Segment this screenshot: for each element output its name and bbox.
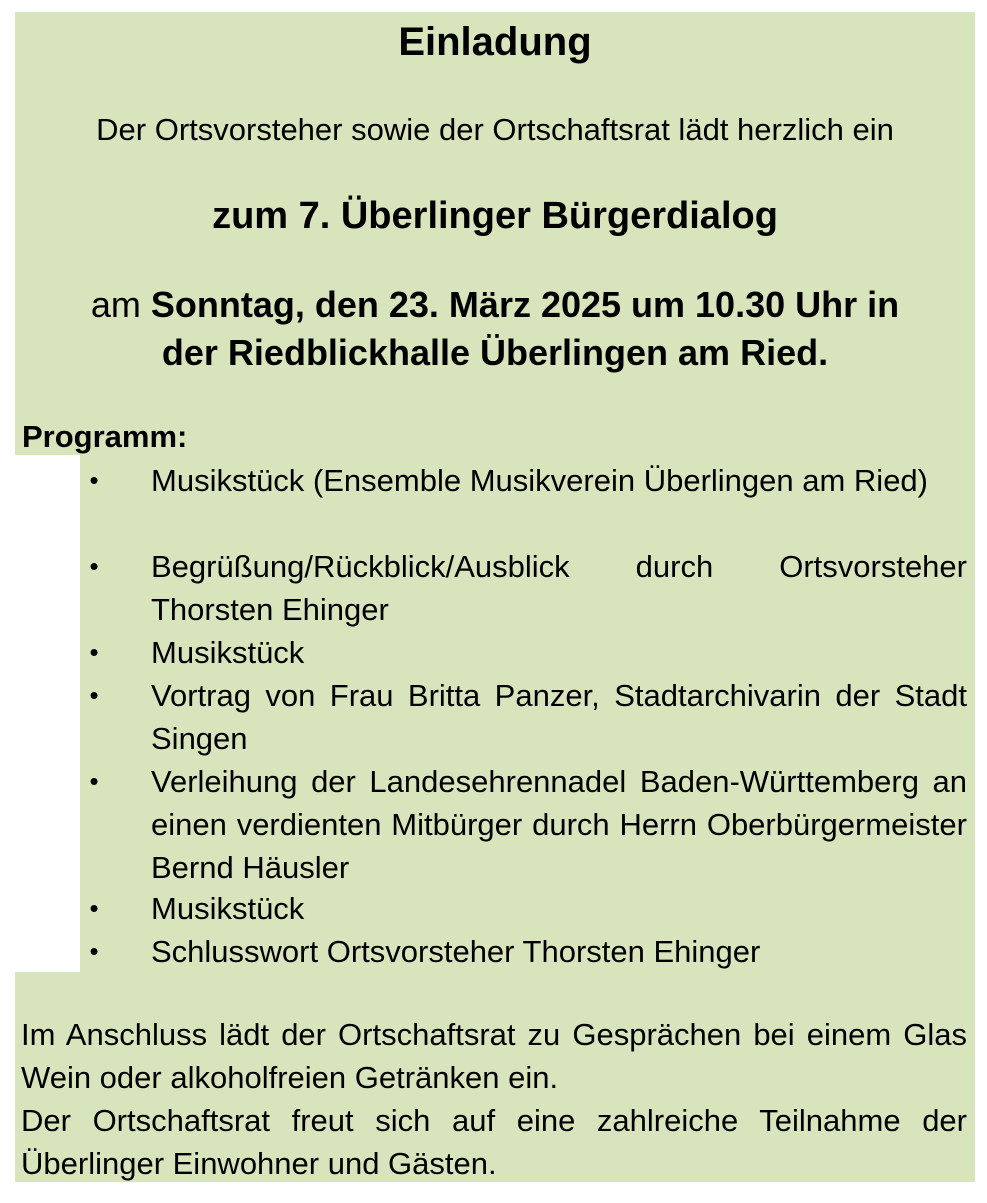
program-heading: Programm:	[22, 419, 188, 454]
program-item-text: Schlusswort Ortsvorsteher Thorsten Ehinger	[151, 934, 761, 969]
closing-paragraph-2: Der Ortschaftsrat freut sich auf eine zahlreiche Teilnahme der Überlinger Einwohner und Gästen.	[21, 1103, 967, 1181]
event-headline: zum 7. Überlinger Bürgerdialog	[212, 195, 778, 237]
program-item-text: Musikstück	[151, 891, 305, 926]
bullet-icon: •	[89, 637, 99, 667]
program-item-text: Begrüßung/Rückblick/Ausblick durch Ortsvorsteher Thorsten Ehinger	[151, 549, 967, 627]
event-date: Sonntag, den 23. März 2025 um 10.30 Uhr in	[150, 284, 900, 325]
intro-text: Der Ortsvorsteher sowie der Ortschaftsrat lädt herzlich ein	[96, 112, 894, 147]
date-prefix: am	[90, 284, 141, 325]
bullet-icon: •	[89, 936, 99, 966]
closing-paragraph-1: Im Anschluss lädt der Ortschaftsrat zu Gesprächen bei einem Glas Wein oder alkoholfreien Getränken ein.	[21, 1017, 967, 1095]
bullet-icon: •	[89, 893, 99, 923]
bullet-icon: •	[89, 680, 99, 710]
event-place: der Riedblickhalle Überlingen am Ried.	[161, 332, 829, 373]
bullet-icon: •	[89, 551, 99, 581]
bullet-icon: •	[89, 465, 99, 495]
program-item-text: Verleihung der Landesehrennadel Baden-Württemberg an einen verdienten Mitbürger durch Herrn Oberbürgermeister Bernd Häusler	[151, 764, 967, 885]
program-item-text: Vortrag von Frau Britta Panzer, Stadtarchivarin der Stadt Singen	[151, 678, 967, 756]
page-title: Einladung	[398, 20, 592, 64]
program-item-text: Musikstück (Ensemble Musikverein Überlingen am Ried)	[151, 463, 928, 498]
event-date-line	[15, 282, 975, 328]
bullet-icon: •	[89, 766, 99, 796]
program-item-text: Musikstück	[151, 635, 305, 670]
